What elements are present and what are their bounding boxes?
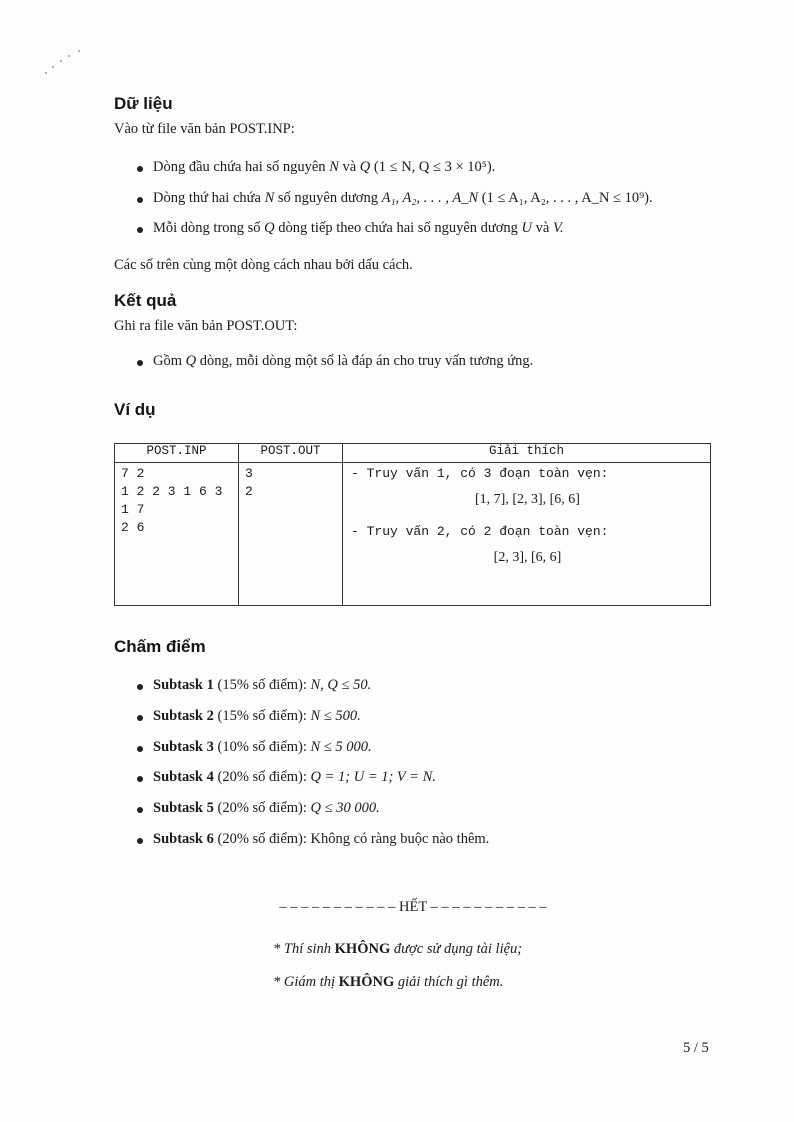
subtask-item	[135, 708, 361, 725]
var-u: U	[521, 220, 533, 236]
note-text: * Thí sinh	[273, 941, 332, 957]
bullet-text: Dòng thứ hai chứa	[153, 190, 261, 206]
intervals-1: [1, 7], [2, 3], [6, 6]	[475, 492, 580, 507]
subtask-cond: Q ≤ 30 000.	[310, 800, 380, 816]
bullet-text: Gồm	[153, 353, 182, 369]
end-label: HẾT	[399, 899, 427, 915]
subtask-cond: N ≤ 5 000.	[310, 739, 372, 755]
var-q: Q	[185, 353, 197, 369]
input-note: Các số trên cùng một dòng cách nhau bởi dấu cách.	[114, 257, 413, 273]
var-n: N	[329, 159, 339, 175]
note-emphasis: KHÔNG	[338, 974, 395, 990]
input-line: 1 2 2 3 1 6 3	[121, 484, 223, 499]
example-table-header	[115, 444, 711, 463]
example-section-title: Ví dụ	[114, 400, 156, 419]
output-intro: Ghi ra file văn bản POST.OUT:	[114, 318, 298, 334]
input-section-title: Dữ liệu	[114, 94, 173, 113]
subtask-cond: Không có ràng buộc nào thêm.	[310, 831, 490, 847]
constraint: (1 ≤ N, Q ≤ 3 × 10⁵).	[373, 159, 496, 175]
bullet-rest: số nguyên dương	[277, 190, 378, 206]
subtask-cond: N, Q ≤ 50.	[310, 677, 372, 693]
explanation-line-1: - Truy vấn 1, có 3 đoạn toàn vẹn:	[351, 466, 609, 481]
input-line: 7 2	[121, 466, 145, 481]
var-v: V.	[552, 220, 564, 236]
input-bullet-2	[135, 190, 653, 207]
explanation-line-2: - Truy vấn 2, có 2 đoạn toàn vẹn:	[351, 524, 609, 539]
var-q: Q	[264, 220, 275, 236]
end-marker	[258, 899, 568, 916]
subtask-name: Subtask 5	[153, 800, 214, 816]
footer-note-1	[273, 941, 522, 958]
note-text: * Giám thị	[273, 974, 336, 990]
example-table	[114, 443, 711, 606]
subtask-item	[135, 677, 371, 694]
subtask-name: Subtask 2	[153, 708, 214, 724]
bullet-rest: dòng tiếp theo chứa hai số nguyên dương	[278, 220, 518, 236]
conj: và	[535, 220, 550, 236]
subtask-item	[135, 800, 380, 817]
subtask-pct: (15% số điểm):	[217, 677, 307, 693]
subtask-pct: (20% số điểm):	[217, 831, 307, 847]
subtask-pct: (20% số điểm):	[217, 800, 307, 816]
sequence: A₁, A₂, . . . , A_N	[381, 190, 479, 206]
note-emphasis: KHÔNG	[334, 941, 391, 957]
subtask-name: Subtask 4	[153, 769, 214, 785]
input-line: 2 6	[121, 520, 145, 535]
note-text: được sử dụng tài liệu;	[393, 941, 523, 957]
input-bullet-1	[135, 159, 495, 176]
example-table-row	[115, 463, 711, 606]
constraint: (1 ≤ A₁, A₂, . . . , A_N ≤ 10⁹).	[481, 190, 653, 206]
output-section-title: Kết quả	[114, 291, 177, 310]
subtask-name: Subtask 3	[153, 739, 214, 755]
subtask-cond: Q = 1; U = 1; V = N.	[310, 769, 436, 785]
subtask-item	[135, 769, 436, 786]
input-intro: Vào từ file văn bản POST.INP:	[114, 121, 295, 137]
conj: và	[342, 159, 357, 175]
bullet-rest: dòng, mỗi dòng một số là đáp án cho truy vấn tương ứng.	[199, 353, 534, 369]
bullet-text: Dòng đầu chứa hai số nguyên	[153, 159, 326, 175]
subtask-item	[135, 739, 372, 756]
intervals-2: [2, 3], [6, 6]	[493, 550, 562, 565]
input-cell	[115, 463, 239, 606]
subtask-item	[135, 831, 489, 848]
output-bullet	[135, 353, 533, 370]
subtask-pct: (15% số điểm):	[217, 708, 307, 724]
input-line: 1 7	[121, 502, 145, 517]
bullet-text: Mỗi dòng trong số	[153, 220, 261, 236]
subtask-pct: (20% số điểm):	[217, 769, 307, 785]
output-line: 3	[245, 466, 253, 481]
dashes-right: – – – – – – – – – – –	[430, 899, 547, 915]
page-number: 5 / 5	[683, 1040, 709, 1056]
output-line: 2	[245, 484, 253, 499]
var-q: Q	[359, 159, 371, 175]
note-text: giải thích gì thêm.	[397, 974, 504, 990]
scoring-section-title: Chấm điểm	[114, 637, 206, 656]
output-cell	[239, 463, 343, 606]
dashes-left: – – – – – – – – – – –	[279, 899, 396, 915]
var-n: N	[264, 190, 275, 206]
header-post-out: POST.OUT	[239, 444, 343, 463]
input-bullet-3	[135, 220, 564, 237]
subtask-name: Subtask 6	[153, 831, 214, 847]
header-explanation: Giải thích	[343, 444, 711, 463]
subtask-pct: (10% số điểm):	[217, 739, 307, 755]
explanation-cell	[343, 463, 711, 606]
subtask-name: Subtask 1	[153, 677, 214, 693]
header-post-inp: POST.INP	[115, 444, 239, 463]
footer-note-2	[273, 974, 503, 991]
subtask-cond: N ≤ 500.	[310, 708, 361, 724]
